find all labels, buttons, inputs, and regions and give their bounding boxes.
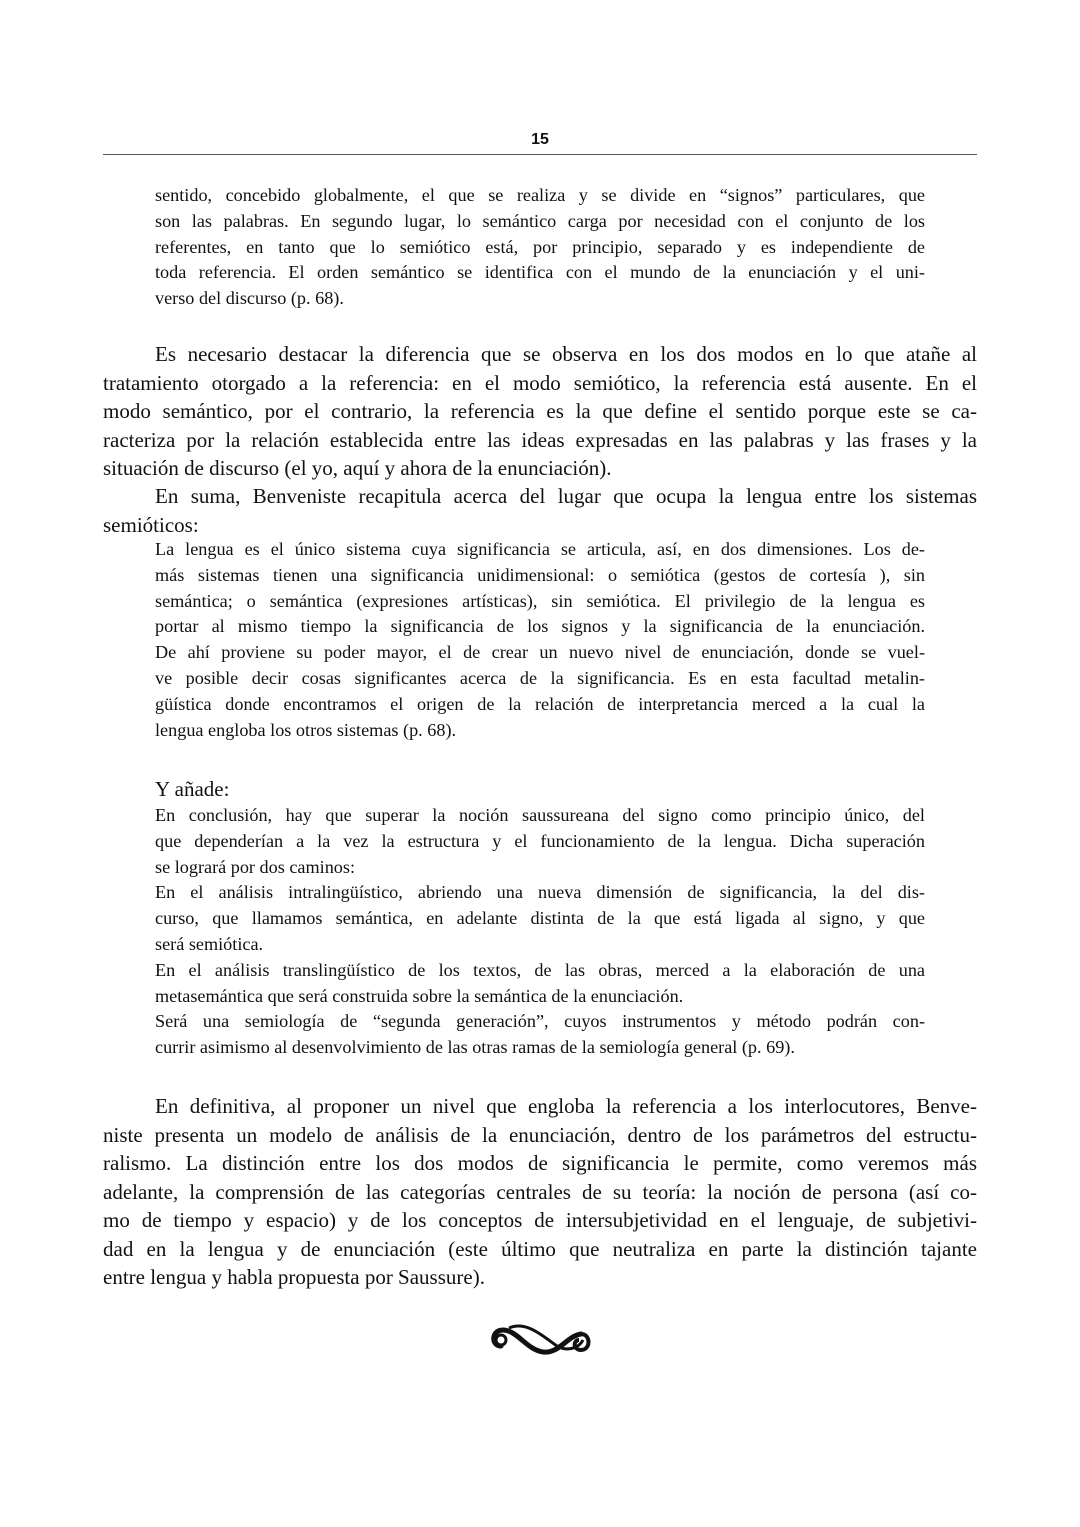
block-quote-2 [155,537,925,743]
text-line: se logrará por dos caminos: [155,856,356,877]
text-line: curso, que llamamos semántica, en adelante distinta de la que está ligada al signo, y que [155,908,925,929]
page-number: 15 [531,131,549,148]
text-line: modo semántico, por el contrario, la referencia es la que define el sentido porque este se ca- [103,399,977,423]
text-line: son las palabras. En segundo lugar, lo semántico carga por necesidad con el conjunto de los [155,210,925,231]
text-line: En suma, Benveniste recapitula acerca del lugar que ocupa la lengua entre los sistemas [155,484,977,508]
text-line: En el análisis translingüístico de los textos, de las obras, merced a la elaboración de una [155,959,925,980]
block-quote-3 [155,803,925,1061]
text-line: adelante, la comprensión de las categorías centrales de su teoría: la noción de persona (así co- [103,1179,977,1204]
text-line: portar al mismo tiempo la significancia de los signos y la significancia de la enunciación. [155,616,925,637]
text-line: La lengua es el único sistema cuya significancia se articula, así, en dos dimensiones. Los de- [155,539,925,559]
text-line: semántica; o semántica (expresiones artísticas), sin semiótica. El privilegio de la lengua es [155,590,925,611]
text-line: güística donde encontramos el origen de la relación de interpretancia merced a la cual la [155,693,925,714]
text-line: que dependerían a la vez la estructura y el funcionamiento de la lengua. Dicha superación [155,830,925,851]
text-line: será semiótica. [155,933,264,954]
text-line: verso del discurso (p. 68). [155,288,344,309]
header-rule [103,154,977,155]
text-line: En conclusión, hay que superar la noción saussureana del signo como principio único, del [155,805,925,825]
text-line: dad en la lengua y de enunciación (este último que neutraliza en parte la distinción tajante [103,1236,977,1261]
text-line: ve posible decir cosas significantes acerca de la significancia. Es en esta facultad metalin- [155,667,925,688]
text-line: En el análisis intralingüístico, abriendo una nueva dimensión de significancia, la del dis- [155,882,925,903]
text-line: entre lengua y habla propuesta por Saussure). [103,1265,485,1289]
text-line: De ahí proviene su poder mayor, el de crear un nuevo nivel de enunciación, donde se vuel- [155,642,925,663]
text-line: currir asimismo al desenvolvimiento de las otras ramas de la semiología general (p. 69). [155,1037,795,1058]
paragraph-2 [103,482,977,539]
paragraph-4 [103,1092,977,1292]
text-line: referentes, en tanto que lo semiótico está, por principio, separado y es independiente de [155,236,925,257]
text-line: toda referencia. El orden semántico se identifica con el mundo de la enunciación y el uni- [155,262,925,283]
text-line: situación de discurso (el yo, aquí y ahora de la enunciación). [103,456,612,480]
text-line: metasemántica que será construida sobre la semántica de la enunciación. [155,985,684,1006]
text-line: lengua engloba los otros sistemas (p. 68). [155,719,457,740]
paragraph-1 [103,340,977,483]
text-line: ralismo. La distinción entre los dos modos de significancia le permite, como veremos más [103,1151,977,1175]
text-line: sentido, concebido globalmente, el que se realiza y se divide en “signos” particulares, que [155,185,925,205]
text-line: Y añade: [155,777,230,801]
text-line: mo de tiempo y espacio) y de los conceptos de intersubjetividad en el lenguaje, de subjetivi- [103,1208,977,1232]
text-line: racteriza por la relación establecida entre las ideas expresadas en las palabras y las frases y la [103,427,977,452]
paragraph-3 [155,775,755,804]
text-line: Es necesario destacar la diferencia que se observa en los dos modos en lo que atañe al [155,342,977,366]
text-line: Será una semiología de “segunda generación”, cuyos instrumentos y método podrán con- [155,1011,925,1032]
text-line: más sistemas tienen una significancia unidimensional: o semiótica (gestos de cortesía ), sin [155,564,925,585]
text-line: semióticos: [103,512,199,537]
swirl-ornament-icon [487,1316,593,1362]
text-line: tratamiento otorgado a la referencia: en el modo semiótico, la referencia está ausente. En el [103,370,977,395]
block-quote-1 [155,183,925,312]
text-line: niste presenta un modelo de análisis de la enunciación, dentro de los parámetros del estructu- [103,1122,977,1147]
text-line: En definitiva, al proponer un nivel que engloba la referencia a los interlocutores, Benve- [155,1094,977,1118]
